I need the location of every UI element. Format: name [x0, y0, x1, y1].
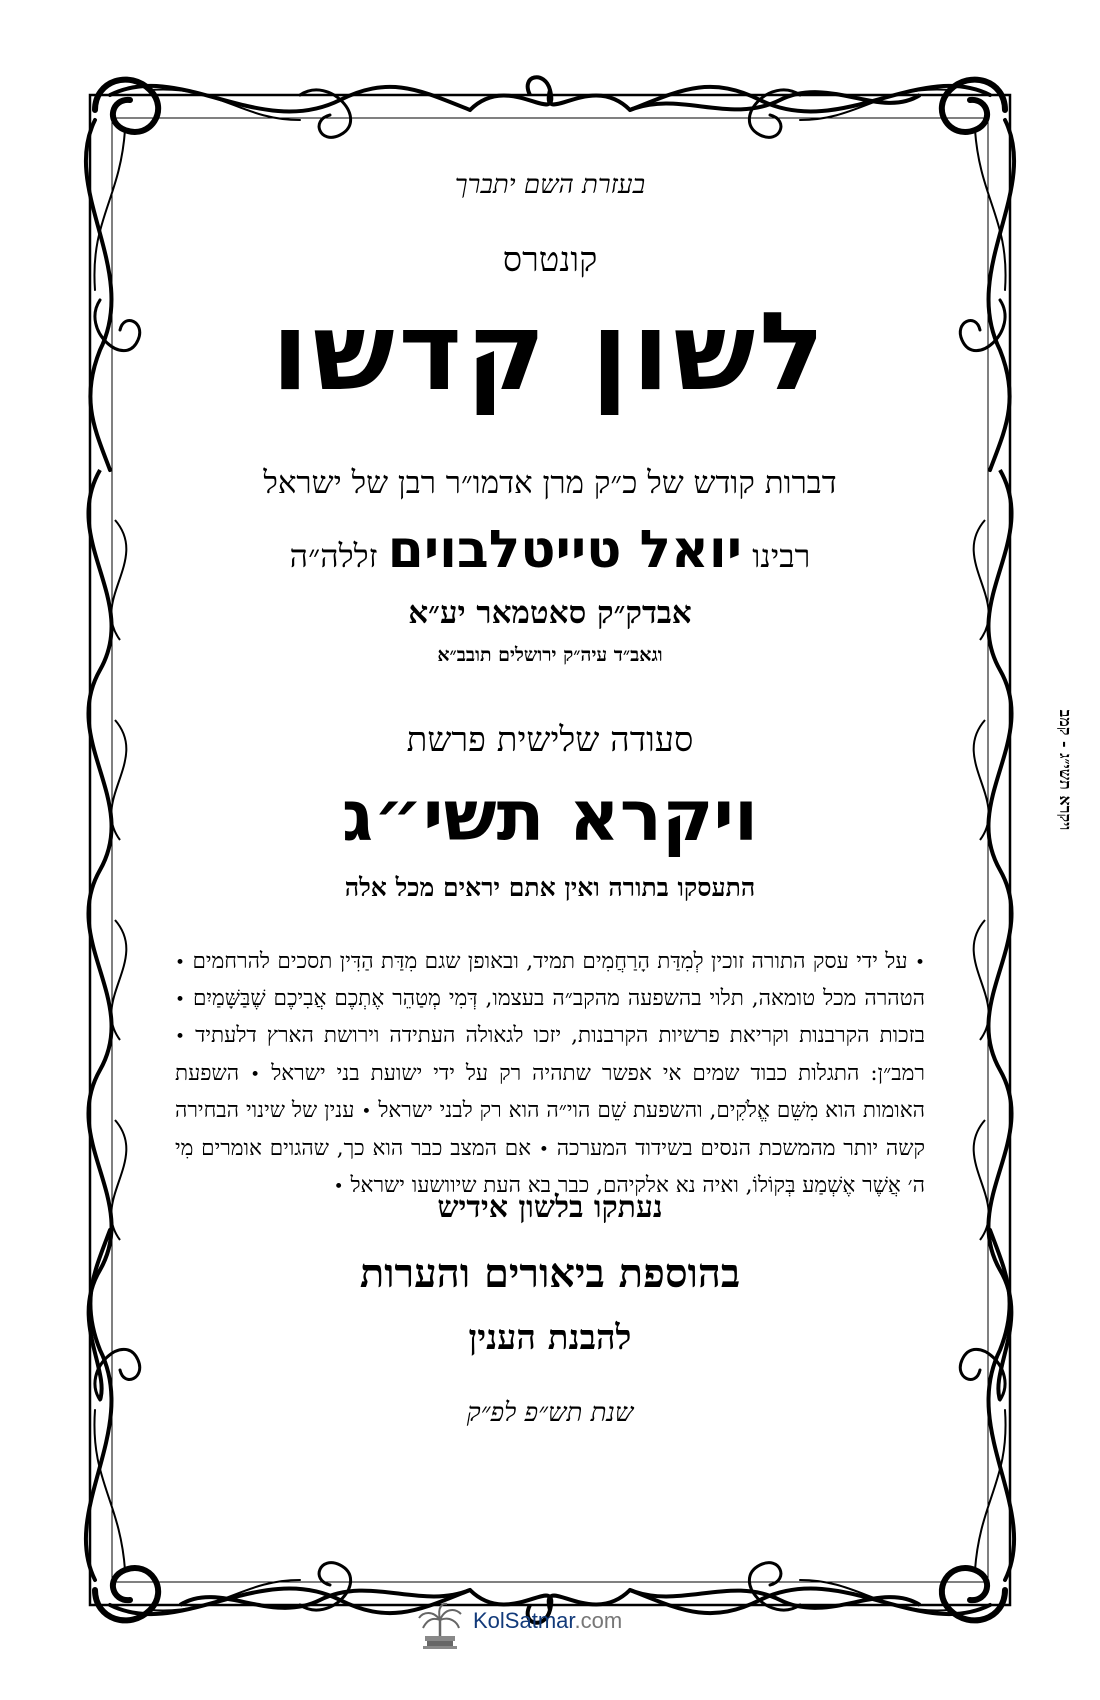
summary-item: השפעת האומות הוא מִשֵּׁם אֱלֹקִים, והשפעת שֵׁם הוי״ה הוא רק לבני ישראל — [175, 1060, 925, 1124]
summary-item: רמב״ן: התגלות כבוד שמים אי אפשר שתהיה רק על ידי ישועת בני ישראל — [271, 1060, 925, 1086]
title-page — [165, 140, 935, 1560]
author-suffix: זללה״ה — [289, 537, 378, 575]
summary-item: אם המצב כבר הוא כך, שהגוים אומרים מִי ה׳ אֲשֶׁר אֶשְׁמַע בְּקוֹלוֹ, ואיה נא אלקיהם, כבר בא העת שיוושעו ישראל — [175, 1135, 925, 1198]
bullet-separator: • — [333, 1176, 344, 1197]
palm-tree-books-icon — [415, 1600, 465, 1650]
kuntres-label: קונטרס — [502, 240, 598, 280]
main-title: לשון קדשו — [271, 290, 829, 415]
summary-item: הטהרה מכל טומאה, תלוי בהשפעה מהקב״ה בעצמו, דְּמִי מְטַהֵר אֶתְכֶם אֲבִיכֶם שֶׁבַּשָּׁמַיִם — [193, 985, 925, 1011]
summary-item: על ידי עסק התורה זוכין לְמִדַּת הָרַחֲמִים תמיד, ובאופן שגם מִדַּת הַדִּין תסכים להרחמים — [192, 948, 908, 974]
translated-note: נעתקו בלשון אידיש — [437, 1190, 663, 1225]
bullet-separator: • — [361, 1102, 372, 1123]
author-name-line — [165, 520, 935, 580]
logo-text — [473, 1608, 622, 1634]
author-name: יואל טייטלבוים — [387, 520, 743, 580]
motto-line: התעסקו בתורה ואין אתם יראים מכל אלה — [344, 873, 756, 902]
bullet-separator: • — [250, 1064, 261, 1085]
occasion-line: סעודה שלישית פרשת — [406, 720, 694, 760]
year-line: שנת תש״פ לפ״ק — [466, 1398, 634, 1428]
bullet-separator: • — [914, 952, 926, 973]
summary-item: ענין של שינוי הבחירה קשה יותר מהמשכת הנסים בשידוד המערכה — [175, 1098, 925, 1161]
logo-brand: KolSatmar — [473, 1608, 575, 1633]
parsha-title: ויקרא תשי״ג — [341, 775, 759, 857]
bullet-separator: • — [538, 1139, 549, 1160]
summary-paragraph — [175, 944, 925, 1206]
bullet-separator: • — [175, 989, 186, 1010]
kolsatmar-logo[interactable] — [415, 1600, 655, 1650]
bullet-separator: • — [175, 1027, 186, 1048]
side-page-label: ויקרא תשי״ג - קמב — [1056, 709, 1075, 831]
understanding-line: להבנת הענין — [468, 1318, 632, 1358]
author-title-jerusalem: וגאב״ד עיה״ק ירושלים תובב״א — [437, 644, 663, 666]
bullet-separator: • — [175, 952, 186, 973]
additions-line: בהוספת ביאורים והערות — [359, 1250, 741, 1297]
summary-item: בזכות הקרבנות וקריאת פרשיות הקרבנות, יזכו לגאולה העתידה וירושת הארץ דלעתיד — [195, 1023, 925, 1049]
author-intro-line: דברות קודש של כ״ק מרן אדמו״ר רבן של ישראל — [263, 465, 837, 501]
author-prefix: רבינו — [752, 537, 811, 575]
author-title-satmar: אבדק״ק סאטמאר יע״א — [408, 595, 692, 631]
logo-domain: .com — [574, 1608, 623, 1633]
header-blessing: בעזרת השם יתברך — [454, 170, 646, 200]
